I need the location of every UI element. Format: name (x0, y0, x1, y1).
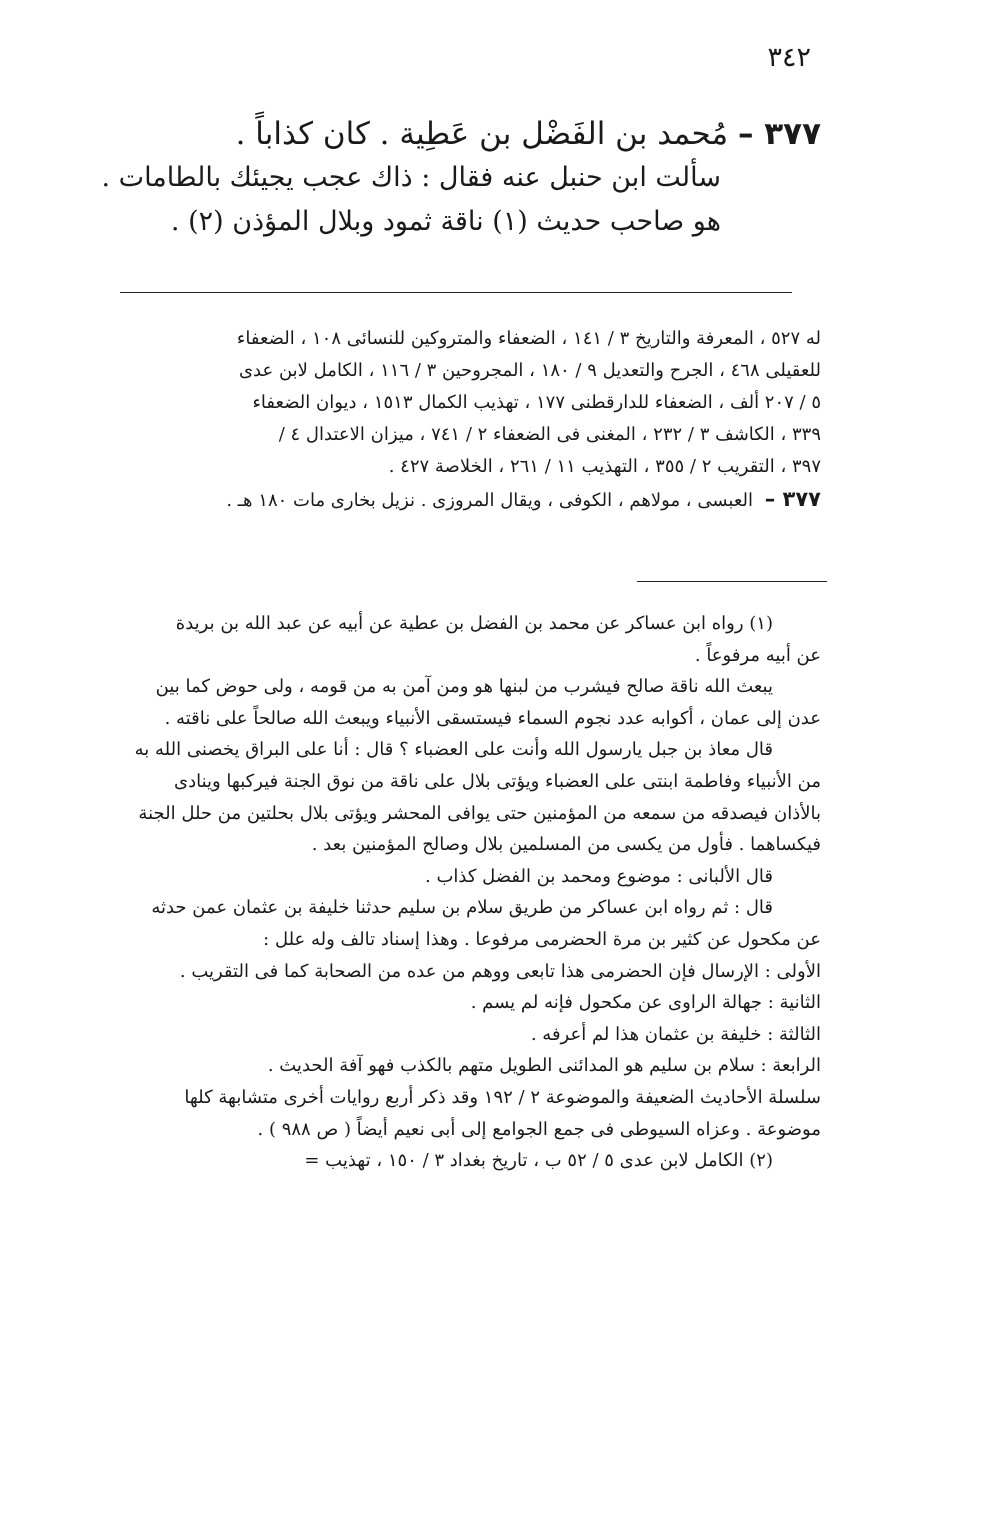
page-number: ٣٤٢ (767, 42, 811, 73)
footnote-line: الرابعة : سلام بن سليم هو المدائنى الطويل متهم بالكذب فهو آفة الحديث . (267, 1055, 821, 1077)
entry-line-3: هو صاحب حديث (١) ناقة ثمود وبلال المؤذن (٢) . (170, 206, 721, 237)
footnote-line: (١) رواه ابن عساكر عن محمد بن الفضل بن عطية عن أبيه عن عبد الله بن بريدة (175, 613, 773, 634)
footnote-line: الثالثة : خليفة بن عثمان هذا لم أعرفه . (530, 1023, 821, 1045)
entry-number: ٣٧٧ – (737, 116, 821, 152)
footnote-line: فيكساهما . فأول من يكسى من المسلمين بلال وصالح المؤمنين بعد . (311, 834, 821, 856)
biography-entry (101, 112, 821, 244)
source-note-number: ٣٧٧ – (764, 487, 821, 511)
entry-heading (121, 112, 821, 156)
separator-rule (120, 292, 792, 293)
source-line: ٣٣٩ ، الكاشف ٣ / ٢٣٢ ، المغنى فى الضعفاء ٢ / ٧٤١ ، ميزان الاعتدال ٤ / (278, 424, 821, 445)
source-note-text: العبسى ، مولاهم ، الكوفى ، ويقال المروزى . نزيل بخارى مات ١٨٠ هـ . (226, 490, 753, 511)
footnote-line: عن أبيه مرفوعاً . (694, 644, 821, 666)
footnote-line: قال معاذ بن جبل يارسول الله وأنت على العضباء ؟ قال : أنا على البراق يخصنى الله به (134, 739, 773, 761)
source-note-entry (131, 483, 821, 517)
footnote-separator (637, 581, 827, 582)
entry-line-1: مُحمد بن الفَضْل بن عَطِية . كان كذاباً . (235, 116, 729, 152)
source-references (131, 323, 821, 517)
footnote-line: الثانية : جهالة الراوى عن مكحول فإنه لم يسم . (470, 992, 821, 1014)
source-line: ٣٩٧ ، التقريب ٢ / ٣٥٥ ، التهذيب ١١ / ٢٦١ ، الخلاصة ٤٢٧ . (388, 456, 821, 477)
footnote-line: عن مكحول عن كثير بن مرة الحضرمى مرفوعا . وهذا إسناد تالف وله علل : (263, 928, 821, 950)
source-line: للعقيلى ٤٦٨ ، الجرح والتعديل ٩ / ١٨٠ ، المجروحين ٣ / ١١٦ ، الكامل لابن عدى (238, 360, 821, 381)
footnote-line: عدن إلى عمان ، أكوابه عدد نجوم السماء فيستسقى الأنبياء ويبعث الله صالحاً على ناقته . (164, 707, 821, 729)
footnote-line: سلسلة الأحاديث الضعيفة والموضوعة ٢ / ١٩٢ وقد ذكر أربع روايات أخرى متشابهة كلها (184, 1086, 821, 1108)
footnote-line: قال الألبانى : موضوع ومحمد بن الفضل كذاب . (425, 865, 773, 887)
footnote-line: قال : ثم رواه ابن عساكر من طريق سلام بن سليم حدثنا خليفة بن عثمان عمن حدثه (151, 897, 773, 919)
footnote-line: بالأذان فيصدقه من سمعه من المؤمنين حتى يوافى المحشر ويؤتى بلال بحلتين من حلل الجنة (138, 802, 821, 824)
source-line: له ٥٢٧ ، المعرفة والتاريخ ٣ / ١٤١ ، الضعفاء والمتروكين للنسائى ١٠٨ ، الضعفاء (236, 328, 821, 349)
entry-line-2: سألت ابن حنبل عنه فقال : ذاك عجب يجيئك بالطامات . (101, 162, 721, 193)
source-line: ٥ / ٢٠٧ ألف ، الضعفاء للدارقطنى ١٧٧ ، تهذيب الكمال ١٥١٣ ، ديوان الضعفاء (252, 392, 821, 413)
footnote-line: من الأنبياء وفاطمة ابنتى على العضباء ويؤتى بلال على ناقة من نوق الجنة فيركبها وينادى (173, 770, 821, 792)
footnotes (121, 608, 821, 1177)
footnote-line: (٢) الكامل لابن عدى ٥ / ٥٢ ب ، تاريخ بغداد ٣ / ١٥٠ ، تهذيب = (304, 1150, 773, 1172)
footnote-line: الأولى : الإرسال فإن الحضرمى هذا تابعى ووهم من عده من الصحابة كما فى التقريب . (179, 960, 821, 982)
footnote-line: يبعث الله ناقة صالح فيشرب من لبنها هو ومن آمن به من قومه ، ولى حوض كما بين (155, 676, 773, 698)
footnote-line: موضوعة . وعزاه السيوطى فى جمع الجوامع إلى أبى نعيم أيضاً ( ص ٩٨٨ ) . (257, 1118, 821, 1140)
